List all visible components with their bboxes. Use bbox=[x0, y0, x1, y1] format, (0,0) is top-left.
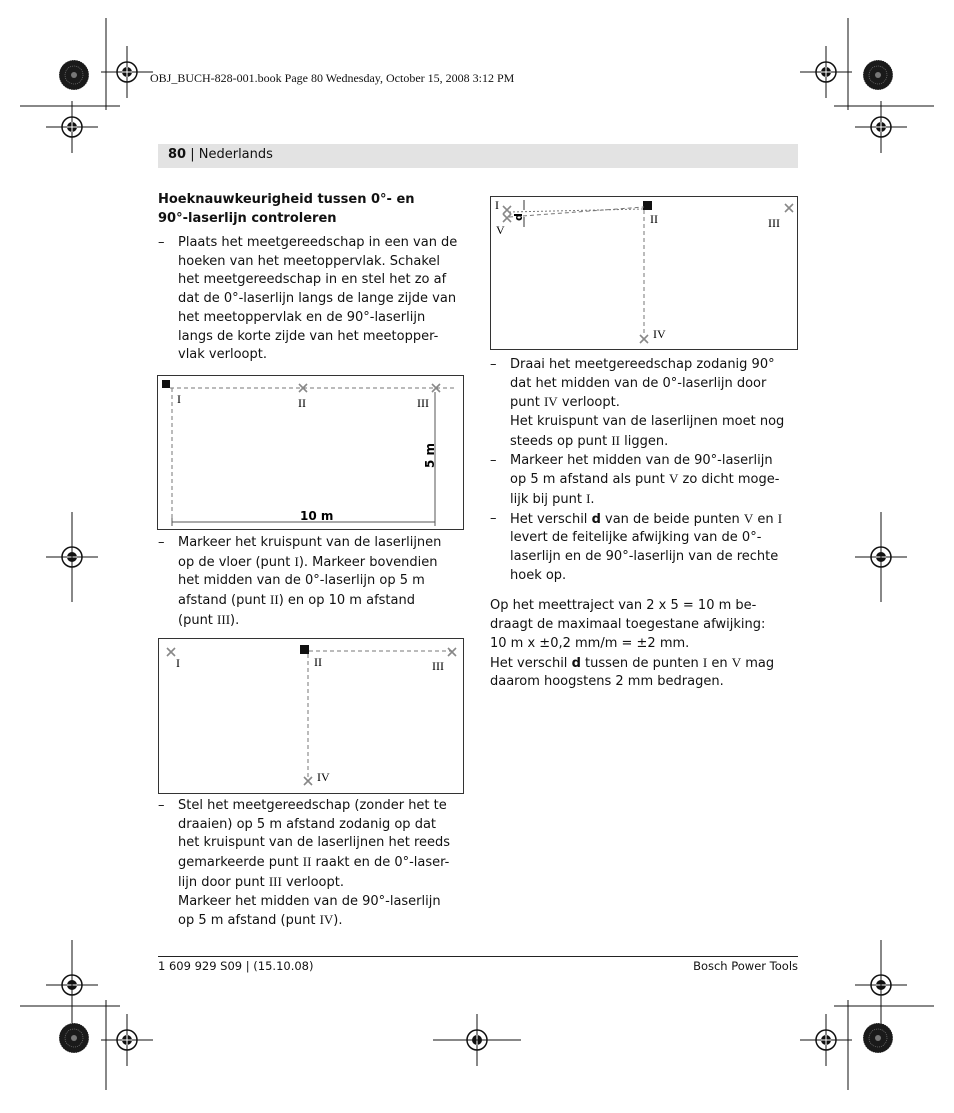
point-label-V: V bbox=[496, 223, 505, 237]
right-column bbox=[490, 356, 800, 692]
cross-mark-icon bbox=[167, 648, 456, 785]
point-label-II: II bbox=[298, 396, 306, 410]
tool-marker-icon bbox=[643, 201, 652, 210]
figure-1-diagram bbox=[157, 375, 464, 530]
point-label-IV: IV bbox=[317, 770, 330, 784]
point-label-IV: IV bbox=[653, 327, 666, 341]
footer-rule bbox=[158, 956, 798, 957]
left-column-step2 bbox=[158, 534, 468, 631]
page-number: 80 bbox=[168, 147, 187, 162]
deviation-label-d: d bbox=[512, 213, 525, 221]
footer-doc-number: 1 609 929 S09 | (15.10.08) bbox=[158, 959, 314, 973]
tolerance-paragraph: Op het meettraject van 2 x 5 = 10 m be- draagt de maximaal toegestane afwijking: 10 m x ±0,2 mm/m = ±2 mm. Het verschil d tussen de punten I en V mag daarom hoogstens 2 mm bedragen. bbox=[490, 598, 775, 690]
point-label-III: III bbox=[432, 659, 444, 673]
cross-mark-icon bbox=[503, 204, 793, 343]
left-column-step3 bbox=[158, 797, 468, 931]
page-header-bar bbox=[158, 144, 798, 168]
step-list-1 bbox=[158, 234, 468, 365]
point-label-II: II bbox=[650, 212, 658, 226]
header-separator: | bbox=[186, 147, 199, 162]
point-label-I: I bbox=[176, 656, 180, 670]
step-difference-d: – Het verschil d van de beide punten V en I levert de feitelijke afwijking van de 0°- laserlijn en de 90°-laserlijn van de rechte hoek op. bbox=[490, 510, 800, 586]
point-label-III: III bbox=[417, 396, 429, 410]
step-reposition-tool: – Stel het meetgereedschap (zonder het te draaien) op 5 m afstand zodanig op dat het kruispunt van de laserlijnen het reeds gemarkeerde punt II raakt en de 0°-laser- lijn door punt III verloopt. Markeer het midden van de 90°-laserlijn op 5 m afstand (punt IV). bbox=[158, 797, 468, 931]
footer-brand: Bosch Power Tools bbox=[693, 959, 798, 973]
dimension-10m: 10 m bbox=[300, 509, 334, 523]
tool-marker-icon bbox=[162, 380, 170, 388]
step-mark-points: – Markeer het kruispunt van de laserlijnen op de vloer (punt I). Markeer bovendien het midden van de 0°-laserlijn op 5 m afstand (punt II) en op 10 m afstand (punt III). bbox=[158, 534, 468, 631]
step-mark-point-v: – Markeer het midden van de 90°-laserlijn op 5 m afstand als punt V zo dicht moge- lijk bij punt I. bbox=[490, 452, 800, 510]
header-language: Nederlands bbox=[198, 147, 273, 162]
dimension-5m: 5 m bbox=[423, 442, 437, 468]
step-place-tool: – Plaats het meetgereedschap in een van de hoeken van het meetoppervlak. Schakel het meetgereedschap in en stel het zo af dat de 0°-laserlijn langs de lange zijde van het meetoppervlak en de 90°-laserlijn langs de korte zijde van het meetopper- vlak verloopt. bbox=[158, 234, 468, 365]
point-label-I: I bbox=[177, 392, 181, 406]
tool-marker-icon bbox=[300, 645, 309, 654]
figure-3-diagram bbox=[490, 196, 798, 350]
section-heading: Hoeknauwkeurigheid tussen 0°- en 90°-laserlijn controleren bbox=[158, 192, 415, 226]
print-slug-line: OBJ_BUCH-828-001.book Page 80 Wednesday, October 15, 2008 3:12 PM bbox=[150, 71, 515, 85]
point-label-I: I bbox=[495, 198, 499, 212]
figure-2-diagram bbox=[158, 638, 464, 794]
left-column bbox=[158, 191, 468, 365]
point-label-III: III bbox=[768, 216, 780, 230]
point-label-II: II bbox=[314, 655, 322, 669]
step-rotate-tool: – Draai het meetgereedschap zodanig 90° dat het midden van de 0°-laserlijn door punt IV verloopt. Het kruispunt van de laserlijnen moet nog steeds op punt II liggen. bbox=[490, 356, 800, 452]
